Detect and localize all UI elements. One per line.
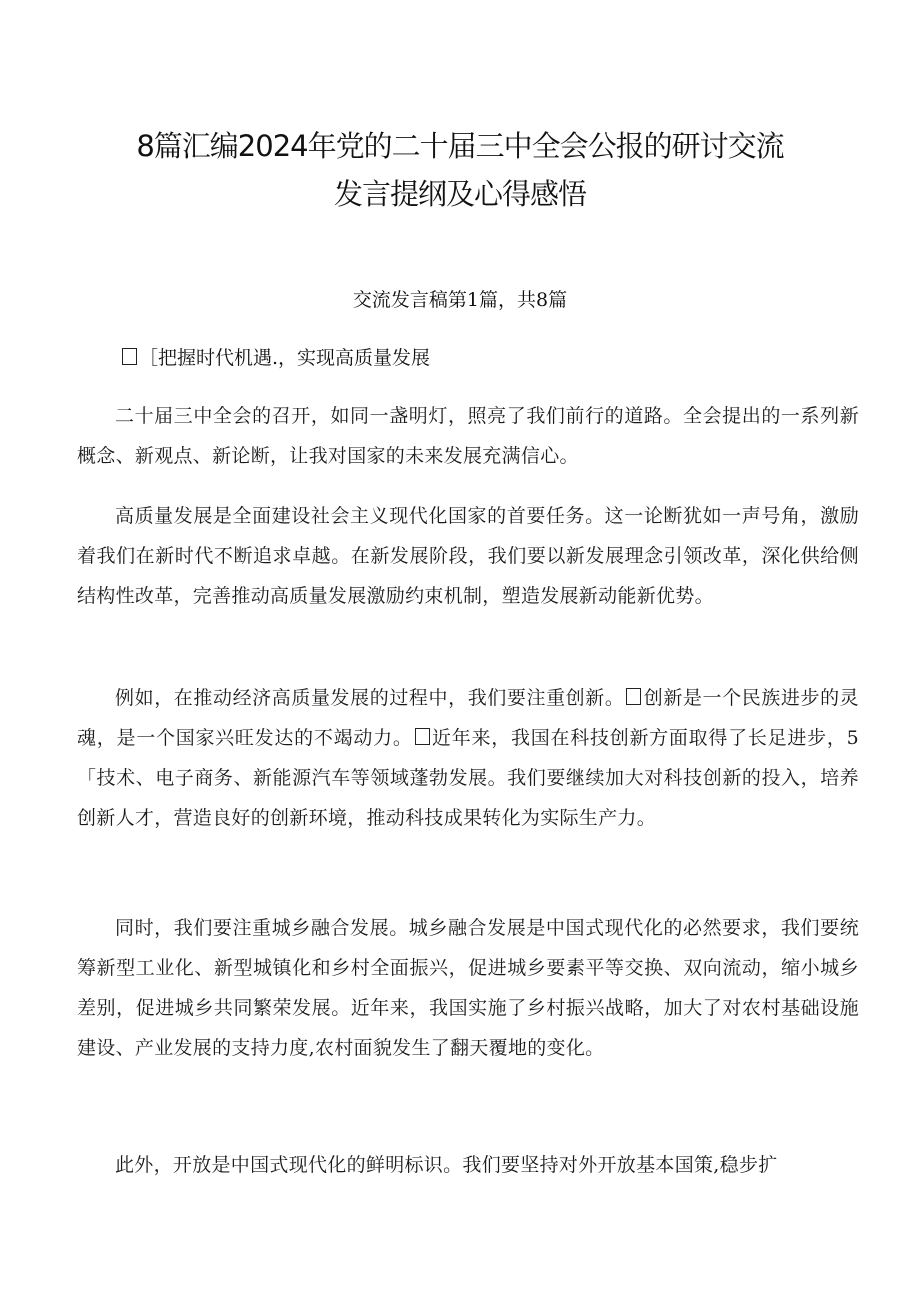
- placeholder-box-icon: [415, 728, 430, 745]
- document-title-line-1: 8篇汇编2024年党的二十届三中全会公报的研讨交流: [136, 129, 784, 163]
- paragraph-1: 二十届三中全会的召开，如同一盏明灯，照亮了我们前行的道路。全会提出的一系列新概念、新观点、新论断，让我对国家的未来发展充满信心。: [77, 405, 859, 467]
- document-subtitle: 交流发言稿第1篇，共8篇: [352, 289, 568, 311]
- paragraph-2: 高质量发展是全面建设社会主义现代化国家的首要任务。这一论断犹如一声号角，激励着我们在新时代不断追求卓越。在新发展阶段，我们要以新发展理念引领改革，深化供给侧结构性改革，完善推动高质量发展激励约束机制，塑造发展新动能新优势。: [77, 505, 859, 607]
- paragraph-3-part-a: 例如，在推动经济高质量发展的过程中，我们要注重创新。: [115, 687, 625, 709]
- section-heading: [120, 343, 820, 370]
- paragraph-5: 此外，开放是中国式现代化的鲜明标识。我们要坚持对外开放基本国策,稳步扩: [115, 1154, 778, 1176]
- paragraph-4: 同时，我们要注重城乡融合发展。城乡融合发展是中国式现代化的必然要求，我们要统筹新型工业化、新型城镇化和乡村全面振兴，促进城乡要素平等交换、双向流动，缩小城乡差别，促进城乡共同繁荣发展。近年来，我国实施了乡村振兴战略，加大了对农村基础设施建设、产业发展的支持力度,农村面貌发生了翻天覆地的变化。: [77, 917, 859, 1059]
- paragraph-3-part-b: 创新是一个民族进步的灵魂，是一个国家兴旺发达的不竭动力。: [77, 687, 859, 749]
- section-heading-text: ［把握时代机遇.，实现高质量发展: [139, 347, 431, 369]
- paragraph-3: [77, 678, 859, 838]
- placeholder-box-icon: [626, 688, 641, 705]
- document-title-line-2: 发言提纲及心得感悟: [333, 177, 586, 211]
- paragraph-3-part-c: 近年来，我国在科技创新方面取得了长足进步，5「技术、电子商务、新能源汽车等领域蓬勃发展。我们要继续加大对科技创新的投入，培养创新人才，营造良好的创新环境，推动科技成果转化为实际生产力。: [77, 727, 859, 829]
- placeholder-box-icon: [122, 348, 137, 365]
